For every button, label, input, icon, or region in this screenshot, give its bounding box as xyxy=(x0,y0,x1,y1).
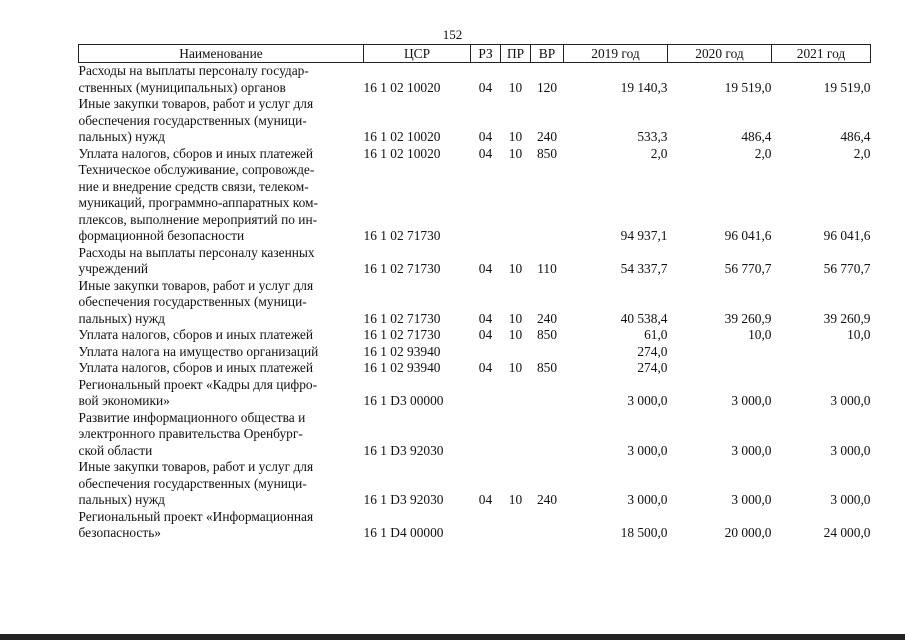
row-vr: 120 xyxy=(536,79,558,95)
row-value-2021: 56 770,7 xyxy=(823,261,871,276)
column-header-vr: ВР xyxy=(531,45,564,63)
row-value-2021: 19 519,0 xyxy=(823,79,871,95)
column-header-name: Наименование xyxy=(79,45,364,63)
row-name-line: обеспечения государственных (муници- xyxy=(78,112,307,128)
table-row xyxy=(79,278,871,328)
row-name-line: ние и внедрение средств связи, телеком- xyxy=(78,178,309,194)
row-pr xyxy=(501,344,531,361)
row-name-line: муникаций, программно-аппаратных ком- xyxy=(78,195,318,210)
row-value-2020: 96 041,6 xyxy=(724,228,772,243)
row-value-2020: 39 260,9 xyxy=(724,310,772,326)
row-value-2021: 10,0 xyxy=(847,327,871,342)
row-name-line: пальных) нужд xyxy=(78,492,165,507)
row-pr xyxy=(501,509,531,542)
row-pr: 10 xyxy=(508,360,523,375)
row-csr: 16 1 02 71730 xyxy=(363,327,441,342)
page-bottom-edge xyxy=(0,634,905,640)
row-vr xyxy=(531,509,564,542)
row-rz xyxy=(471,344,501,361)
row-name xyxy=(79,96,364,146)
row-csr: 16 1 02 71730 xyxy=(363,261,441,276)
row-name-line: Региональный проект «Кадры для цифро- xyxy=(78,376,318,392)
row-name xyxy=(79,410,364,460)
row-csr: 16 1 02 10020 xyxy=(363,79,441,95)
row-csr: 16 1 02 10020 xyxy=(363,145,441,161)
row-name xyxy=(79,63,364,97)
row-value-2021: 3 000,0 xyxy=(830,393,871,408)
row-rz xyxy=(471,509,501,542)
column-header-rz: РЗ xyxy=(471,45,501,63)
row-rz: 04 xyxy=(478,327,493,342)
row-value-2019: 18 500,0 xyxy=(620,525,668,540)
table-row xyxy=(79,245,871,278)
table-header xyxy=(79,45,871,63)
row-rz xyxy=(471,377,501,410)
row-name-line: формационной безопасности xyxy=(78,228,245,243)
row-value-2019: 274,0 xyxy=(637,343,668,359)
row-pr: 10 xyxy=(508,261,523,276)
table-row xyxy=(79,509,871,542)
row-pr: 10 xyxy=(508,492,523,507)
row-pr xyxy=(501,162,531,245)
table-row xyxy=(79,96,871,146)
row-name-line: Уплата налога на имущество организаций xyxy=(78,343,319,359)
row-value-2019: 3 000,0 xyxy=(627,492,668,507)
row-vr: 240 xyxy=(536,492,558,507)
table-row xyxy=(79,162,871,245)
table-row xyxy=(79,63,871,97)
row-vr: 850 xyxy=(536,145,558,161)
row-name-line: учреждений xyxy=(78,261,149,276)
column-header-2020: 2020 год xyxy=(668,45,772,63)
row-csr: 16 1 02 93940 xyxy=(363,360,441,375)
column-header-2019: 2019 год xyxy=(564,45,668,63)
row-pr: 10 xyxy=(508,327,523,342)
column-header-csr: ЦСР xyxy=(364,45,471,63)
budget-table xyxy=(78,44,871,542)
row-value-2021: 2,0 xyxy=(853,145,871,161)
row-value-2019: 19 140,3 xyxy=(620,79,668,95)
row-value-2020: 486,4 xyxy=(741,129,772,144)
row-value-2019: 533,3 xyxy=(637,129,668,144)
row-name xyxy=(79,360,364,377)
row-name-line: электронного правительства Оренбург- xyxy=(78,426,303,441)
row-name-line: плексов, выполнение мероприятий по ин- xyxy=(78,211,318,227)
row-csr: 16 1 D3 00000 xyxy=(363,393,444,408)
row-value-2020 xyxy=(668,344,772,361)
row-name-line: ской области xyxy=(78,442,153,458)
column-header-pr: ПР xyxy=(501,45,531,63)
row-vr xyxy=(531,410,564,460)
row-value-2021: 3 000,0 xyxy=(830,442,871,458)
row-name xyxy=(79,377,364,410)
row-name-line: Иные закупки товаров, работ и услуг для xyxy=(78,459,314,474)
row-rz: 04 xyxy=(478,145,493,161)
table-row xyxy=(79,146,871,163)
table-body xyxy=(79,63,871,542)
row-csr: 16 1 02 10020 xyxy=(363,129,441,144)
row-pr: 10 xyxy=(508,79,523,95)
row-pr: 10 xyxy=(508,129,523,144)
row-name xyxy=(79,162,364,245)
row-csr: 16 1 D3 92030 xyxy=(363,492,444,507)
row-name-line: пальных) нужд xyxy=(78,310,165,326)
row-value-2020: 56 770,7 xyxy=(724,261,772,276)
table-row xyxy=(79,327,871,344)
row-pr: 10 xyxy=(508,310,523,326)
row-name-line: Уплата налогов, сборов и иных платежей xyxy=(78,327,314,342)
row-name xyxy=(79,509,364,542)
page-number: 152 xyxy=(442,27,463,42)
row-name-line: безопасность» xyxy=(78,525,161,540)
table-row xyxy=(79,344,871,361)
row-value-2021: 96 041,6 xyxy=(823,228,871,243)
row-value-2019: 3 000,0 xyxy=(627,442,668,458)
row-rz: 04 xyxy=(478,129,493,144)
row-csr: 16 1 02 71730 xyxy=(363,228,441,243)
row-rz: 04 xyxy=(478,261,493,276)
row-value-2021: 3 000,0 xyxy=(830,492,871,507)
row-csr: 16 1 02 71730 xyxy=(363,310,441,326)
row-vr xyxy=(531,377,564,410)
row-rz: 04 xyxy=(478,310,493,326)
row-pr: 10 xyxy=(508,145,523,161)
row-rz xyxy=(471,410,501,460)
row-value-2020: 19 519,0 xyxy=(724,79,772,95)
row-rz: 04 xyxy=(478,79,493,95)
row-name-line: Техническое обслуживание, сопровожде- xyxy=(78,162,315,177)
row-vr: 240 xyxy=(536,310,558,326)
row-value-2019: 54 337,7 xyxy=(620,261,668,276)
row-value-2020: 10,0 xyxy=(748,327,772,342)
row-name-line: Расходы на выплаты персоналу государ- xyxy=(78,63,309,78)
row-value-2019: 3 000,0 xyxy=(627,393,668,408)
row-vr xyxy=(531,162,564,245)
row-value-2021 xyxy=(772,360,871,377)
row-name xyxy=(79,146,364,163)
table-row xyxy=(79,377,871,410)
row-name xyxy=(79,245,364,278)
row-value-2019: 94 937,1 xyxy=(620,228,668,243)
row-vr: 850 xyxy=(536,360,558,375)
row-vr: 110 xyxy=(537,261,557,276)
row-name-line: Расходы на выплаты персоналу казенных xyxy=(78,244,315,260)
row-rz: 04 xyxy=(478,360,493,375)
column-header-2021: 2021 год xyxy=(772,45,871,63)
row-csr: 16 1 02 93940 xyxy=(363,343,441,359)
row-value-2021 xyxy=(772,344,871,361)
row-name-line: ственных (муниципальных) органов xyxy=(78,79,286,95)
row-vr: 240 xyxy=(536,129,558,144)
row-rz xyxy=(471,162,501,245)
table-row xyxy=(79,360,871,377)
row-name-line: Региональный проект «Информационная xyxy=(78,508,314,524)
row-name xyxy=(79,459,364,509)
row-name-line: обеспечения государственных (муници- xyxy=(78,475,307,491)
row-pr xyxy=(501,410,531,460)
row-name xyxy=(79,327,364,344)
row-name-line: Развитие информационного общества и xyxy=(78,409,306,425)
row-name-line: Уплата налогов, сборов и иных платежей xyxy=(78,145,314,161)
row-name-line: обеспечения государственных (муници- xyxy=(78,294,307,309)
row-value-2020: 3 000,0 xyxy=(731,393,772,408)
row-name-line: Уплата налогов, сборов и иных платежей xyxy=(78,360,314,375)
row-name-line: вой экономики» xyxy=(78,393,170,408)
row-vr: 850 xyxy=(536,327,558,342)
row-value-2020: 20 000,0 xyxy=(724,525,772,540)
row-value-2019: 40 538,4 xyxy=(620,310,668,326)
row-value-2020 xyxy=(668,360,772,377)
row-value-2019: 2,0 xyxy=(650,145,668,161)
row-name-line: Иные закупки товаров, работ и услуг для xyxy=(78,96,314,111)
table-row xyxy=(79,410,871,460)
table-row xyxy=(79,459,871,509)
row-rz: 04 xyxy=(478,492,493,507)
row-value-2020: 3 000,0 xyxy=(731,492,772,507)
row-value-2020: 2,0 xyxy=(754,145,772,161)
row-name-line: Иные закупки товаров, работ и услуг для xyxy=(78,277,314,293)
row-name xyxy=(79,278,364,328)
row-name-line: пальных) нужд xyxy=(78,129,165,144)
row-pr xyxy=(501,377,531,410)
row-csr: 16 1 D3 92030 xyxy=(363,442,444,458)
row-csr: 16 1 D4 00000 xyxy=(363,525,444,540)
row-value-2019: 274,0 xyxy=(637,360,668,375)
row-vr xyxy=(531,344,564,361)
row-value-2021: 24 000,0 xyxy=(823,525,871,540)
row-name xyxy=(79,344,364,361)
row-value-2020: 3 000,0 xyxy=(731,442,772,458)
row-value-2021: 486,4 xyxy=(840,129,871,144)
row-value-2021: 39 260,9 xyxy=(823,310,871,326)
row-value-2019: 61,0 xyxy=(644,327,668,342)
